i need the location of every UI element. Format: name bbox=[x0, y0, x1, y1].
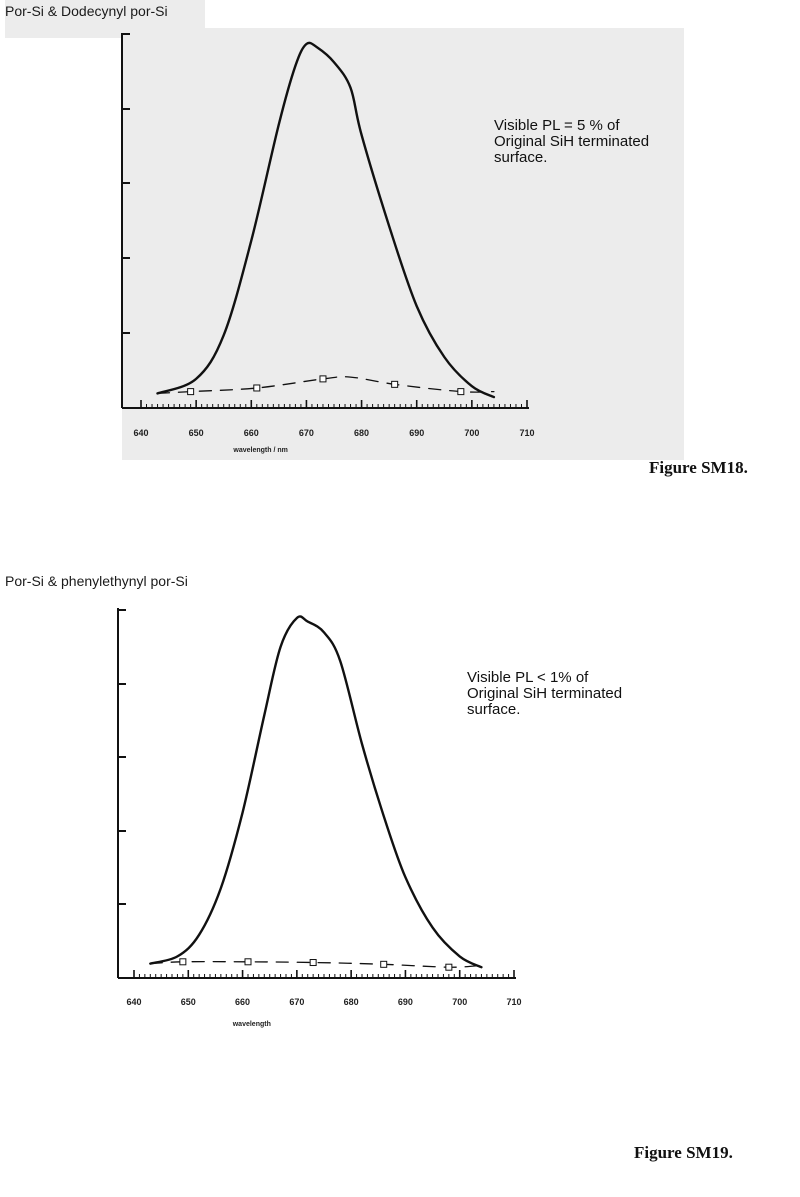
figure-caption: Figure SM19. bbox=[634, 1143, 733, 1162]
annotation-line: Original SiH terminated bbox=[467, 685, 623, 702]
x-tick-label: 700 bbox=[464, 428, 480, 438]
chart-annotation bbox=[467, 670, 622, 718]
annotation-line: Visible PL < 1% of bbox=[467, 669, 589, 686]
series-line-solid bbox=[150, 616, 481, 967]
chart-title: Por-Si & phenylethynyl por-Si bbox=[5, 573, 188, 589]
x-tick-label: 680 bbox=[354, 428, 370, 438]
x-axis-label: wavelength bbox=[232, 1021, 271, 1028]
x-tick-label: 670 bbox=[289, 997, 305, 1007]
x-tick-label: 710 bbox=[519, 428, 535, 438]
x-tick-label: 680 bbox=[343, 997, 359, 1007]
series-marker-square bbox=[446, 964, 452, 970]
annotation-line: Original SiH terminated bbox=[494, 133, 650, 150]
figure-caption: Figure SM18. bbox=[649, 458, 748, 477]
x-tick-label: 660 bbox=[235, 997, 251, 1007]
series-marker-square bbox=[245, 959, 251, 965]
chart-title: Por-Si & Dodecynyl por-Si bbox=[5, 3, 168, 19]
x-tick-label: 650 bbox=[188, 428, 204, 438]
x-tick-label: 660 bbox=[243, 428, 259, 438]
x-tick-label: 640 bbox=[133, 428, 149, 438]
x-axis-label: wavelength / nm bbox=[233, 447, 288, 454]
x-tick-label: 690 bbox=[409, 428, 425, 438]
annotation-line: surface. bbox=[494, 149, 548, 166]
x-tick-label: 640 bbox=[126, 997, 142, 1007]
annotation-line: surface. bbox=[467, 701, 521, 718]
x-tick-label: 690 bbox=[397, 997, 413, 1007]
series-marker-square bbox=[180, 959, 186, 965]
series-marker-square bbox=[310, 960, 316, 966]
x-tick-label: 670 bbox=[298, 428, 314, 438]
annotation-line: Visible PL = 5 % of bbox=[494, 117, 620, 134]
x-tick-label: 650 bbox=[180, 997, 196, 1007]
x-tick-label: 710 bbox=[506, 997, 522, 1007]
x-tick-label: 700 bbox=[452, 997, 468, 1007]
series-marker-square bbox=[381, 961, 387, 967]
